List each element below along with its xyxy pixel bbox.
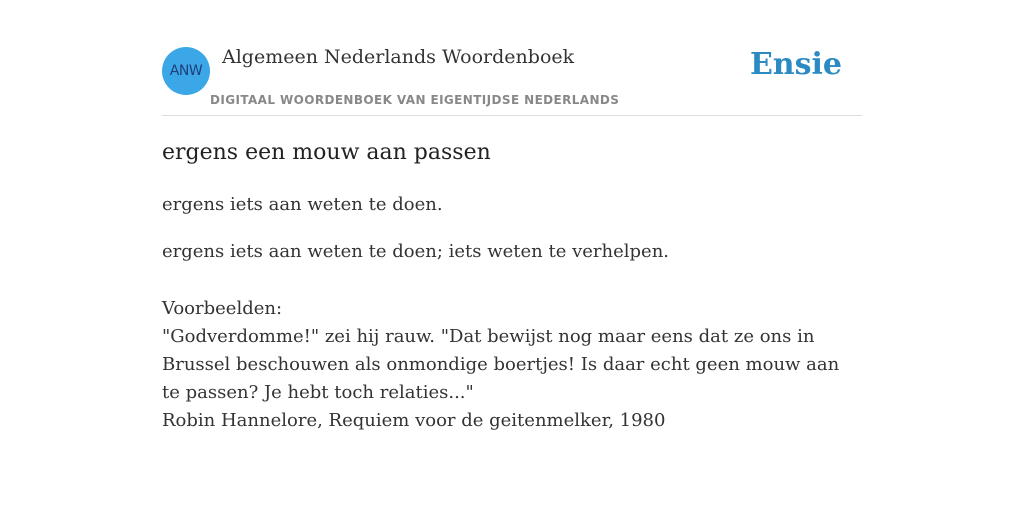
anw-logo[interactable] xyxy=(162,47,210,95)
definition-long: ergens iets aan weten te doen; iets weten te verhelpen. xyxy=(162,241,670,262)
dictionary-subtitle: DIGITAAL WOORDENBOEK VAN EIGENTIJDSE NEDERLANDS xyxy=(210,93,620,107)
ensie-brand-link[interactable]: Ensie xyxy=(749,47,842,82)
dictionary-title[interactable]: Algemeen Nederlands Woordenboek xyxy=(222,46,575,68)
header xyxy=(162,0,862,116)
definition-short: ergens iets aan weten te doen. xyxy=(162,194,443,215)
examples-label: Voorbeelden: xyxy=(162,298,283,319)
example-quote: "Godverdomme!" zei hij rauw. "Dat bewijst nog maar eens dat ze ons in Brussel beschouwen als onmondige boertjes! Is daar echt geen mouw aan te passen? Je hebt toch relaties..." xyxy=(162,326,840,403)
examples-section xyxy=(162,295,862,435)
entry-term: ergens een mouw aan passen xyxy=(162,140,491,165)
page-container xyxy=(162,0,862,431)
example-source: Robin Hannelore, Requiem voor de geitenmelker, 1980 xyxy=(162,410,666,431)
anw-logo-text: ANW xyxy=(169,63,203,79)
